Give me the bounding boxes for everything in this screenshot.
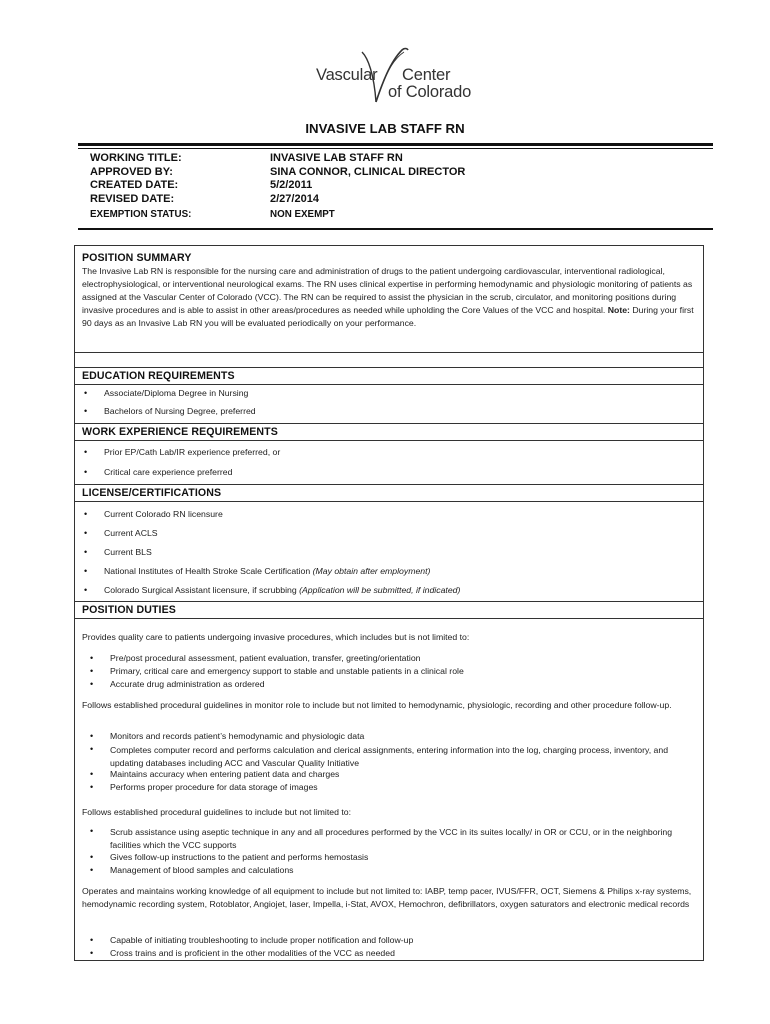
- list-item: Pre/post procedural assessment, patient evaluation, transfer, greeting/orientation: [110, 653, 421, 663]
- list-item-nih-stroke: [104, 566, 430, 576]
- list-item: Prior EP/Cath Lab/IR experience preferred, or: [104, 447, 281, 457]
- license-csa: Colorado Surgical Assistant licensure, if scrubbing: [104, 585, 300, 595]
- section-divider: [74, 601, 704, 602]
- list-item: Associate/Diploma Degree in Nursing: [104, 388, 249, 398]
- meta-value: NON EXEMPT: [270, 208, 335, 220]
- bullet-icon: •: [84, 509, 88, 519]
- meta-rule: [78, 228, 713, 230]
- bullet-icon: •: [90, 935, 94, 945]
- bullet-icon: •: [84, 447, 88, 457]
- list-item: Cross trains and is proficient in the other modalities of the VCC as needed: [110, 948, 395, 958]
- meta-label: WORKING TITLE:: [90, 152, 182, 164]
- meta-label: APPROVED BY:: [90, 165, 173, 178]
- section-heading-position-summary: POSITION SUMMARY: [82, 252, 192, 264]
- duties-equipment-intro: Operates and maintains working knowledge of all equipment to include but not limited to: IABP, temp pacer, IVUS/FFR, OCT, Siemens & Philips x-ray systems, hemodynamic recording system, Rotoblator, Angiojet, laser, Impella, i-Stat, AVOX, Hemochron, defibrillators, oxygen saturators and electronic medical records: [82, 886, 692, 909]
- bullet-icon: •: [90, 731, 94, 741]
- meta-value: 5/2/2011: [270, 179, 313, 192]
- list-item: Capable of initiating troubleshooting to include proper notification and follow-up: [110, 935, 414, 945]
- section-heading-position-duties: POSITION DUTIES: [82, 604, 176, 616]
- list-item: Performs proper procedure for data storage of images: [110, 782, 318, 792]
- section-divider: [74, 501, 704, 502]
- list-item: Bachelors of Nursing Degree, preferred: [104, 406, 256, 416]
- section-divider: [74, 423, 704, 424]
- section-heading-education: EDUCATION REQUIREMENTS: [82, 370, 235, 382]
- position-summary-text: [82, 265, 697, 330]
- section-heading-work-experience: WORK EXPERIENCE REQUIREMENTS: [82, 426, 278, 438]
- bullet-icon: •: [84, 406, 88, 416]
- meta-label: CREATED DATE:: [90, 179, 179, 192]
- bullet-icon: •: [90, 679, 94, 689]
- meta-label: REVISED DATE:: [90, 193, 175, 206]
- bullet-icon: •: [84, 585, 88, 595]
- logo-word-center: Center: [402, 66, 451, 84]
- bullet-icon: •: [90, 865, 94, 875]
- bullet-icon: •: [84, 566, 88, 576]
- list-item: Current ACLS: [104, 528, 158, 538]
- bullet-icon: •: [90, 769, 94, 779]
- document-title: INVASIVE LAB STAFF RN: [305, 121, 465, 136]
- meta-value: INVASIVE LAB STAFF RN: [270, 152, 403, 164]
- license-nih: National Institutes of Health Stroke Scale Certification: [104, 566, 313, 576]
- list-item: Scrub assistance using aseptic technique in any and all procedures performed by the VCC in its suites locally/ in OR or CCU, or in the neighboring facilities which the VCC supports: [110, 827, 673, 850]
- bullet-icon: •: [90, 852, 94, 862]
- meta-value: SINA CONNOR, CLINICAL DIRECTOR: [270, 165, 466, 178]
- bullet-icon: •: [84, 467, 88, 477]
- list-item: Current Colorado RN licensure: [104, 509, 223, 519]
- bullet-icon: •: [84, 388, 88, 398]
- license-nih-note: (May obtain after employment): [312, 566, 431, 576]
- section-divider: [74, 618, 704, 619]
- section-divider: [74, 440, 704, 441]
- section-divider: [74, 352, 704, 353]
- logo-word-colorado: of Colorado: [388, 83, 472, 101]
- summary-text-end: During your first 90 days as an Invasive Lab RN you will be evaluated periodically on your performance.: [82, 305, 694, 328]
- bullet-icon: •: [84, 528, 88, 538]
- bullet-icon: •: [90, 666, 94, 676]
- bullet-icon: •: [90, 782, 94, 792]
- meta-label: EXEMPTION STATUS:: [90, 208, 192, 220]
- list-item: Critical care experience preferred: [104, 467, 233, 477]
- summary-text: The Invasive Lab RN is responsible for the nursing care and administration of drugs to the patient undergoing cardiovascular, interventional radiological, electrophysiological, or interventional neurological exams. The RN uses clinical expertise in performing hemodynamic and physiologic monitoring of patients as assigned at the Vascular Center of Colorado (VCC). The RN can be required to assist the physician in the scrub, circulator, and monitoring positions during invasive procedures and is able to assist in other areas/procedures as needed while upholding the Core Values of the VCC and hospital.: [82, 266, 693, 315]
- list-item: Gives follow-up instructions to the patient and performs hemostasis: [110, 852, 369, 862]
- bullet-icon: •: [90, 744, 94, 754]
- list-item: Maintains accuracy when entering patient data and charges: [110, 769, 340, 779]
- list-item: Completes computer record and performs calculation and clerical assignments, entering information into the log, charging process, inventory, and updating databases including ACC and Vascular Quality Initiative: [110, 745, 669, 768]
- duties-intro: Provides quality care to patients undergoing invasive procedures, which includes but is not limited to:: [82, 632, 470, 642]
- section-heading-license: LICENSE/CERTIFICATIONS: [82, 487, 222, 499]
- section-divider: [74, 367, 704, 368]
- license-csa-note: (Application will be submitted, if indicated): [299, 585, 461, 595]
- meta-value: 2/27/2014: [270, 193, 319, 206]
- list-item: Current BLS: [104, 547, 152, 557]
- duties-intro: Follows established procedural guidelines to include but not limited to:: [82, 807, 351, 817]
- duties-intro: Follows established procedural guidelines in monitor role to include but not limited to hemodynamic, physiologic, recording and other procedure follow-up.: [82, 700, 672, 710]
- logo-word-vascular: Vascular: [316, 66, 378, 84]
- title-rule-thin: [78, 148, 713, 149]
- list-item: Management of blood samples and calculations: [110, 865, 294, 875]
- section-divider: [74, 384, 704, 385]
- bullet-icon: •: [90, 826, 94, 836]
- title-rule-thick: [78, 143, 713, 146]
- bullet-icon: •: [84, 547, 88, 557]
- list-item: Monitors and records patient’s hemodynamic and physiologic data: [110, 731, 365, 741]
- bullet-icon: •: [90, 948, 94, 958]
- vascular-center-logo: [312, 44, 472, 106]
- bullet-icon: •: [90, 653, 94, 663]
- list-item: Accurate drug administration as ordered: [110, 679, 265, 689]
- section-divider: [74, 484, 704, 485]
- summary-note-label: Note:: [607, 305, 630, 315]
- list-item: Primary, critical care and emergency support to stable and unstable patients in a clinical role: [110, 666, 464, 676]
- list-item-surgical-assistant: [104, 585, 460, 595]
